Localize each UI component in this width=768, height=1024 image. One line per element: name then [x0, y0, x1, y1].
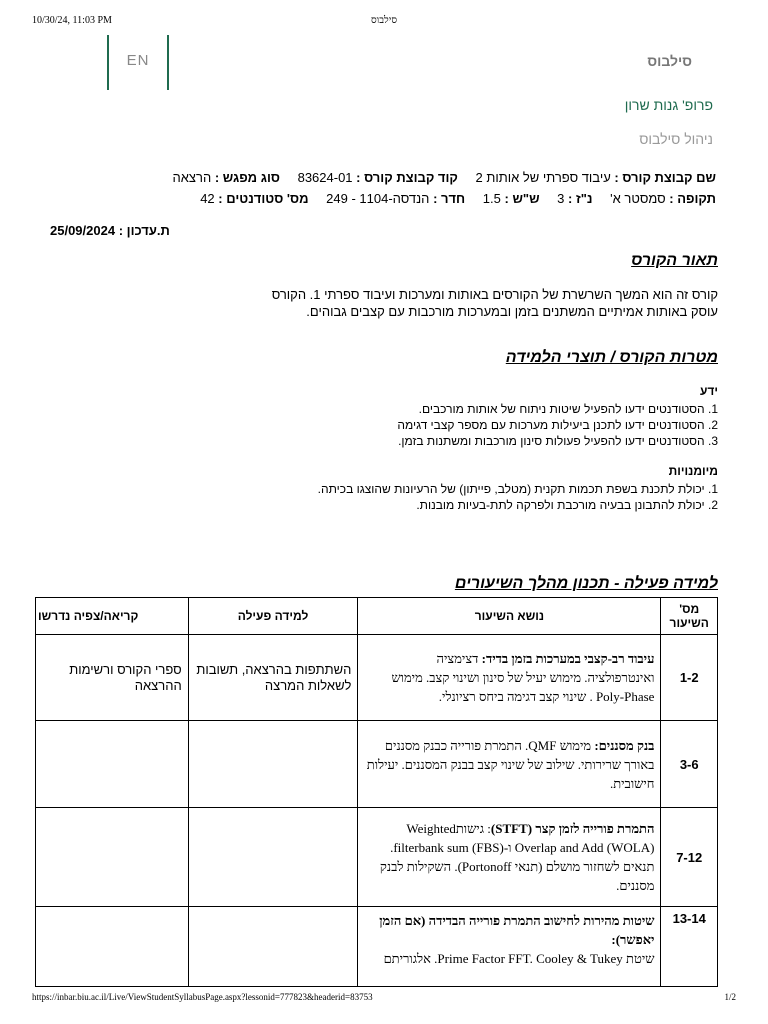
print-datetime: 10/30/24, 11:03 PM — [32, 15, 112, 26]
table-row — [36, 907, 718, 987]
course-code-label: קוד קבוצת קורס : — [356, 170, 458, 185]
lesson-topic-text: דצימציה ואינטרפולציה. מימוש יעיל של סינון ושינוי קצב. מימוש Poly-Phase . שינוי קצב דגימה ביחס רציונלי. — [391, 651, 655, 704]
professor-link[interactable]: פרופ' גנות שרון — [624, 97, 713, 113]
lesson-topic-title: בנק מסננים: — [594, 737, 655, 753]
meeting-type-value: הרצאה — [172, 170, 212, 185]
lesson-reading — [36, 721, 189, 808]
language-toggle-label: EN — [126, 52, 150, 69]
lesson-topic-text: שיטת Prime Factor FFT. Cooley & Tukey. אלגוריתם — [383, 951, 655, 966]
lesson-topic — [358, 635, 661, 721]
credits-value: 3 — [557, 191, 565, 206]
room-value: הנדסה-1104 - 249 — [326, 191, 430, 206]
lesson-topic — [358, 721, 661, 808]
lesson-topic — [358, 808, 661, 907]
course-meta-row-2 — [200, 191, 716, 206]
course-meta-row-1 — [173, 170, 716, 185]
lesson-reading: ספרי הקורס ורשימות ההרצאה — [36, 635, 189, 721]
table-header-row — [36, 598, 718, 635]
lesson-active — [188, 907, 358, 987]
table-row — [36, 721, 718, 808]
col-header-reading: קריאה/צפיה נדרשו — [36, 598, 189, 635]
knowledge-item: 1. הסטודנטים ידעו להפעיל שיטות ניתוח של אותות מורכבים. — [418, 402, 718, 416]
col-header-num: מס' השיעור — [661, 598, 718, 635]
knowledge-title: ידע — [699, 384, 718, 398]
table-row — [36, 808, 718, 907]
site-title: סילבוס — [647, 53, 692, 69]
updated-label: ת.עדכון : — [118, 223, 170, 238]
lesson-topic-text: מימוש QMF. התמרת פורייה כבנק מסננים באורך שרירותי. שילוב של שינוי קצב בבנק המסננים. יעילות חישובית. — [366, 737, 655, 791]
lesson-topic-title: עיבוד רב-קצבי במערכות בזמן בדיד: — [481, 651, 655, 666]
lesson-num: 1-2 — [661, 635, 718, 721]
lesson-num: 13-14 — [661, 907, 718, 987]
lessons-title: למידה פעילה - תכנון מהלך השיעורים — [454, 575, 718, 592]
lesson-topic — [358, 907, 661, 987]
lesson-num: 7-12 — [661, 808, 718, 907]
print-page-title: סילבוס — [370, 15, 398, 26]
updated-value: 25/09/2024 — [50, 223, 116, 238]
period-label: תקופה : — [669, 191, 716, 206]
print-page-number: 1/2 — [724, 992, 736, 1002]
description-text — [208, 286, 718, 320]
lesson-active — [188, 721, 358, 808]
weekly-hours-value: 1.5 — [482, 191, 501, 206]
course-code-value: 83624-01 — [297, 170, 353, 185]
knowledge-item: 3. הסטודנטים ידעו להפעיל פעולות סינון מורכבות ומשתנות בזמן. — [398, 434, 718, 448]
lesson-topic-text: : גישותWeighted Overlap and Add (WOLA) ו-filterbank sum (FBS). תנאים לשחזור מושלם (תנאי Portonoff). השקילות לבנק מסננים. — [379, 821, 655, 893]
print-footer — [32, 992, 736, 1006]
lesson-active: השתתפות בהרצאה, תשובות לשאלות המרצה — [188, 635, 358, 721]
lesson-reading — [36, 907, 189, 987]
description-line-2: עוסק באותות אמיתיים המשתנים בזמן ובמערכות מורכבות עם קצבים גבוהים. — [306, 304, 718, 319]
description-line-1: קורס זה הוא המשך השרשרת של הקורסים באותות ומערכות ועיבוד ספרתי 1. הקורס — [271, 287, 718, 302]
goals-title: מטרות הקורס / תוצרי הלמידה — [505, 349, 718, 366]
lesson-num: 3-6 — [661, 721, 718, 808]
print-header — [32, 15, 736, 29]
language-toggle-button[interactable] — [107, 35, 169, 90]
meeting-type-label: סוג מפגש : — [214, 170, 280, 185]
print-url[interactable]: https://inbar.biu.ac.il/Live/ViewStudentSyllabusPage.aspx?lessonid=777823&headerid=83753 — [32, 992, 373, 1002]
weekly-hours-label: ש"ש : — [504, 191, 540, 206]
skills-item: 1. יכולת לתכנת בשפת תכמות תקנית (מטלב, פייתון) של הרעיונות שהוצגו בכיתה. — [317, 482, 718, 496]
students-count-value: 42 — [200, 191, 215, 206]
credits-label: נ"ז : — [568, 191, 593, 206]
lesson-active — [188, 808, 358, 907]
lessons-table — [35, 597, 718, 987]
description-title: תאור הקורס — [631, 252, 718, 269]
updated-date — [50, 223, 170, 238]
col-header-topic: נושא השיעור — [358, 598, 661, 635]
knowledge-list — [397, 401, 718, 449]
period-value: סמסטר א' — [610, 191, 666, 206]
lesson-topic-title: שיטות מהירות לחישוב התמרת פורייה הבדידה (אם הזמן יאפשר): — [379, 913, 655, 947]
manage-syllabus-link[interactable]: ניהול סילבוס — [639, 131, 713, 147]
skills-list — [318, 481, 718, 513]
knowledge-item: 2. הסטודנטים ידעו לתכנן ביעילות מערכות עם מספר קצבי דגימה — [397, 418, 718, 432]
lesson-reading — [36, 808, 189, 907]
skills-item: 2. יכולת להתבונן בבעיה מורכבת ולפרקה לתת-בעיות מובנות. — [416, 498, 718, 512]
col-header-active: למידה פעילה — [188, 598, 358, 635]
table-row — [36, 635, 718, 721]
skills-title: מיומנויות — [668, 464, 718, 478]
course-name-value: עיבוד ספרתי של אותות 2 — [475, 170, 611, 185]
students-count-label: מס' סטודנטים : — [218, 191, 309, 206]
lesson-topic-title: התמרת פורייה לזמן קצר (STFT) — [490, 821, 655, 836]
course-name-label: שם קבוצת קורס : — [614, 170, 716, 185]
room-label: חדר : — [433, 191, 466, 206]
